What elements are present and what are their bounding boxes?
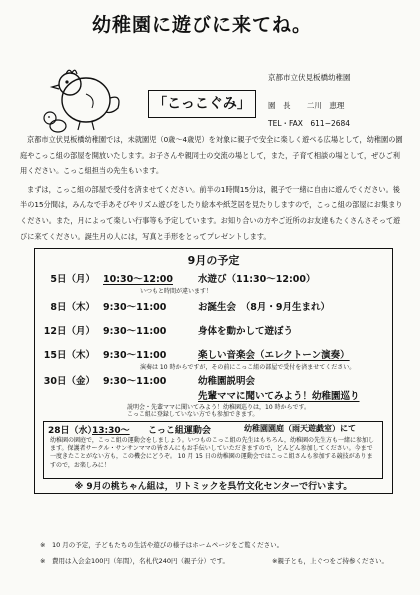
sports-day-place: 幼稚園園庭（雨天遊戯室）にて (244, 424, 356, 433)
sports-day-event: こっこ組運動会 (148, 426, 211, 436)
row-date: 12日（月） (43, 326, 95, 337)
page-title: 幼稚園に遊びに来てね。 (92, 14, 313, 36)
footer-note: ※親子とも，上ぐつをご持参ください。 (272, 557, 388, 565)
row-note: こっこ組に登録していない方でも参加できます。 (127, 411, 259, 418)
row-note: 説明会・先輩ママに聞いてみよう！幼稚園巡りは，10 時からです。 (127, 404, 311, 411)
row-time: 9:30～11:00 (103, 302, 167, 313)
row-date: 5日（月） (50, 274, 95, 285)
row-note: 演奏は 10 時からですが，その前にこっこ組の部屋で受付を済ませてください。 (140, 364, 356, 371)
chick-illustration (36, 62, 140, 134)
contact-tel: TEL・FAX 611−2684 (268, 119, 351, 128)
row-note: いつもと時間が違います！ (140, 288, 213, 295)
sports-day-date: 28日（水） (48, 426, 97, 436)
principal-label: 園 長 (268, 101, 291, 110)
row-time: 9:30～11:00 (103, 376, 167, 387)
row-date: 8日（木） (50, 302, 95, 313)
nursery-name: 京都市立伏見板橋幼稚園 (268, 73, 351, 82)
intro-paragraph: 京都市立伏見板橋幼稚園では，未就園児（0歳〜4歳児）を対象に親子で安全に楽しく遊べる広場として，幼稚園の園庭やこっこ組の部屋を開放いたします。お子さんや親同士の交流の場として，また，子育て相談の場として，ぜひご利用ください。こっこ組担当の先生もいます。 (20, 135, 403, 176)
schedule-title: 9月の予定 (187, 254, 240, 267)
intro-text (20, 132, 404, 247)
row-event: 身体を動かして遊ぼう (198, 326, 294, 337)
footer-note: ※ 10 月の予定，子どもたちの生活や遊びの様子はホームページをご覧ください。 (40, 541, 284, 549)
row-time: 10:30～12:00 (103, 274, 173, 285)
row-date: 15日（木） (43, 350, 95, 361)
principal-name: 二川 恵理 (306, 101, 345, 110)
class-banner: 「こっこぐみ」 (148, 90, 256, 118)
momo-class-note: ※ 9月の桃ちゃん組は，リトミックを呉竹文化センターで行います。 (74, 482, 353, 492)
principal-line (268, 100, 344, 111)
schedule-box (34, 248, 393, 494)
row-event-sub: 先輩ママに聞いてみよう！幼稚園巡り (198, 391, 360, 402)
sports-day-time: 13:30〜 (92, 426, 130, 436)
row-event: 楽しい音楽会（エレクトーン演奏） (198, 350, 350, 361)
sports-day-box (43, 421, 383, 479)
sports-day-body: 幼稚園の園庭で，こっこ組の運動会をしましょう。いつものこっこ組の先生はもちろん，幼稚園の先生方も一緒に参加します。保護者サークル・サンサンママの皆さんにもお手伝いしていただきますので，どんどん参加してください。今まで一度きたことがない方も，この機会にどうぞ。 10 月 15 日の幼稚園の運動会ではこっこ組さんも参加する競技がありますので，お楽しみに！ (50, 437, 375, 469)
footer-note: ※ 費用は入会金100円（年間），名札代240円（親子分）です。 (40, 557, 229, 565)
row-event: 水遊び（11:30～12:00） (198, 274, 316, 285)
row-event: 幼稚園説明会 (198, 376, 256, 387)
row-time: 9:30～11:00 (103, 326, 167, 337)
row-date: 30日（金） (43, 376, 95, 387)
row-event: お誕生会 （8月・9月生まれ） (198, 302, 330, 313)
row-time: 9:30～11:00 (103, 350, 167, 361)
sports-day-header (48, 423, 356, 436)
intro-paragraph: まずは，こっこ組の部屋で受付を済ませてください。前半の1時間15分は，親子で一緒に自由に遊んでください。後半の15分間は，みんなで手あそびやリズム遊びをしたり絵本や紙芝居を見たりしますので，こっこ組の部屋にお集まりください。また，月によって楽しい行事等も予定しています。お知り合いの方やご近所のお友達もたくさんさそって遊びに来てください。誕生月の人には，写真と手形をとってプレゼントします。 (20, 184, 403, 241)
